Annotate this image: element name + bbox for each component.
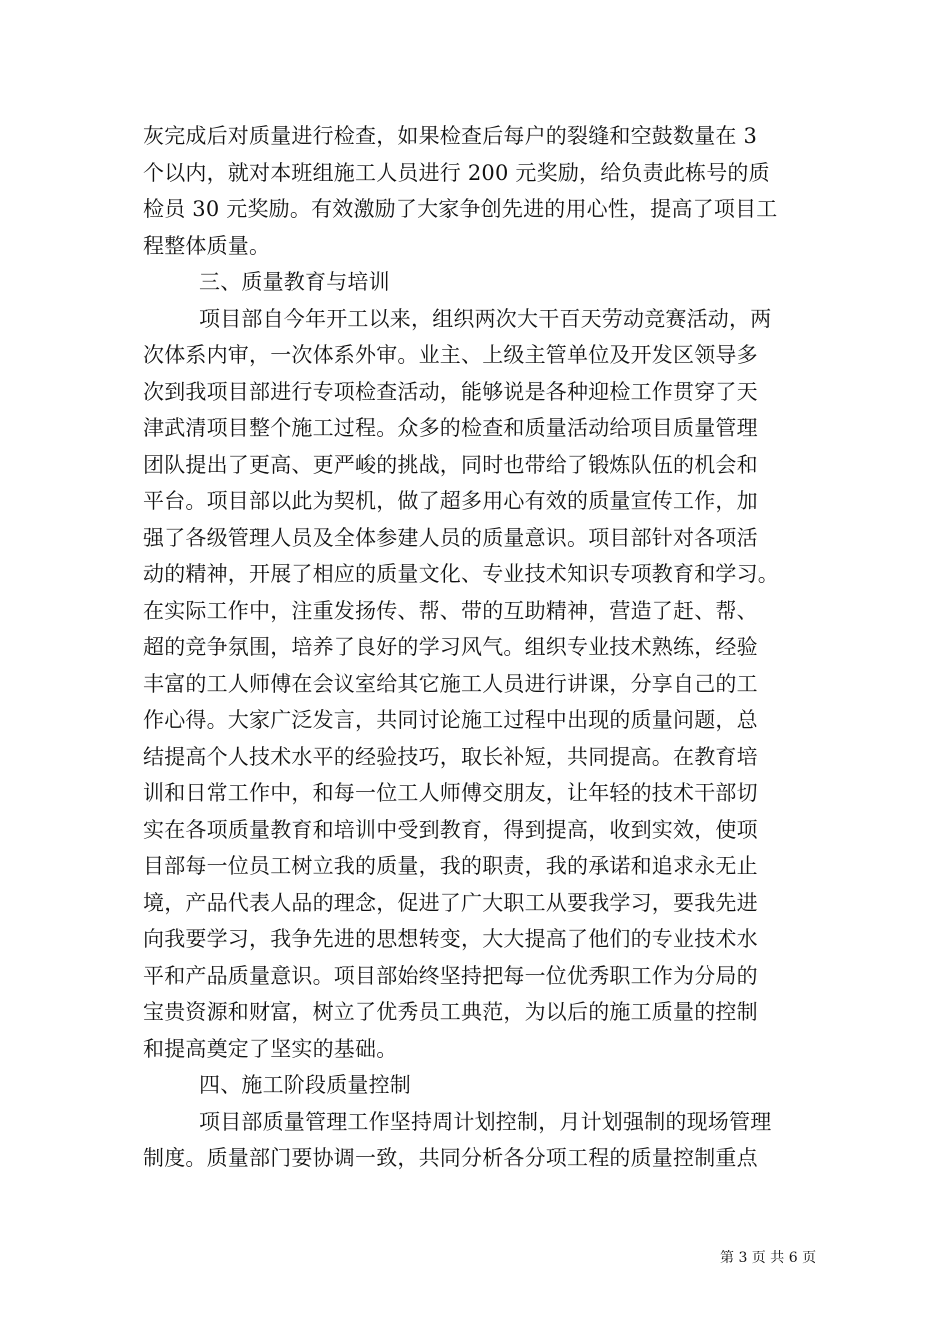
text-line: 项目部质量管理工作坚持周计划控制，月计划强制的现场管理 <box>199 1109 772 1134</box>
text-line: 团队提出了更高、更严峻的挑战，同时也带给了锻炼队伍的机会和 <box>143 452 758 477</box>
text-line: 次体系内审，一次体系外审。业主、上级主管单位及开发区领导多 <box>143 343 758 367</box>
text-line: 和提高奠定了坚实的基础。 <box>143 1036 398 1061</box>
text-line: 灰完成后对质量进行检查，如果检查后每户的裂缝和空鼓数量在 3 <box>143 124 758 148</box>
text-line: 制度。质量部门要协调一致，共同分析各分项工程的质量控制重点 <box>143 1146 758 1170</box>
text-line: 作心得。大家广泛发言，共同讨论施工过程中出现的质量问题，总 <box>143 708 758 732</box>
text-line: 结提高个人技术水平的经验技巧，取长补短，共同提高。在教育培 <box>143 744 758 769</box>
text-line: 在实际工作中，注重发扬传、帮、带的互助精神，营造了赶、帮、 <box>143 598 758 623</box>
text-line: 丰富的工人师傅在会议室给其它施工人员进行讲课，分享自己的工 <box>143 671 758 696</box>
text-line: 训和日常工作中，和每一位工人师傅交朋友，让年轻的技术干部切 <box>143 781 758 805</box>
text-line: 强了各级管理人员及全体参建人员的质量意识。项目部针对各项活 <box>143 525 758 550</box>
text-line: 宝贵资源和财富，树立了优秀员工典范，为以后的施工质量的控制 <box>143 1000 758 1024</box>
text-line: 向我要学习，我争先进的思想转变，大大提高了他们的专业技术水 <box>143 927 758 951</box>
text-line: 津武清项目整个施工过程。众多的检查和质量活动给项目质量管理 <box>143 416 758 440</box>
text-line: 动的精神，开展了相应的质量文化、专业技术知识专项教育和学习。 <box>143 562 779 586</box>
text-line: 检员 30 元奖励。有效激励了大家争创先进的用心性，提高了项目工 <box>143 197 778 221</box>
section-heading-4: 四、施工阶段质量控制 <box>199 1073 411 1097</box>
text-line: 平台。项目部以此为契机，做了超多用心有效的质量宣传工作，加 <box>143 489 758 513</box>
text-line: 次到我项目部进行专项检查活动，能够说是各种迎检工作贯穿了天 <box>143 379 758 404</box>
text-line: 平和产品质量意识。项目部始终坚持把每一位优秀职工作为分局的 <box>143 963 758 988</box>
section-heading-3: 三、质量教育与培训 <box>199 270 390 294</box>
text-line: 超的竞争氛围，培养了良好的学习风气。组织专业技术熟练，经验 <box>143 635 758 659</box>
text-line: 个以内，就对本班组施工人员进行 200 元奖励，给负责此栋号的质 <box>143 160 770 185</box>
body-text <box>143 118 808 1177</box>
text-line: 目部每一位员工树立我的质量，我的职责，我的承诺和追求永无止 <box>143 854 758 878</box>
text-line: 实在各项质量教育和培训中受到教育，得到提高，收到实效，使项 <box>143 817 758 842</box>
page-number-footer: 第 3 页 共 6 页 <box>720 1250 817 1266</box>
text-line: 项目部自今年开工以来，组织两次大干百天劳动竞赛活动，两 <box>199 306 772 331</box>
text-line: 程整体质量。 <box>143 233 271 258</box>
text-line: 境，产品代表人品的理念，促进了广大职工从要我学习，要我先进 <box>143 890 758 915</box>
